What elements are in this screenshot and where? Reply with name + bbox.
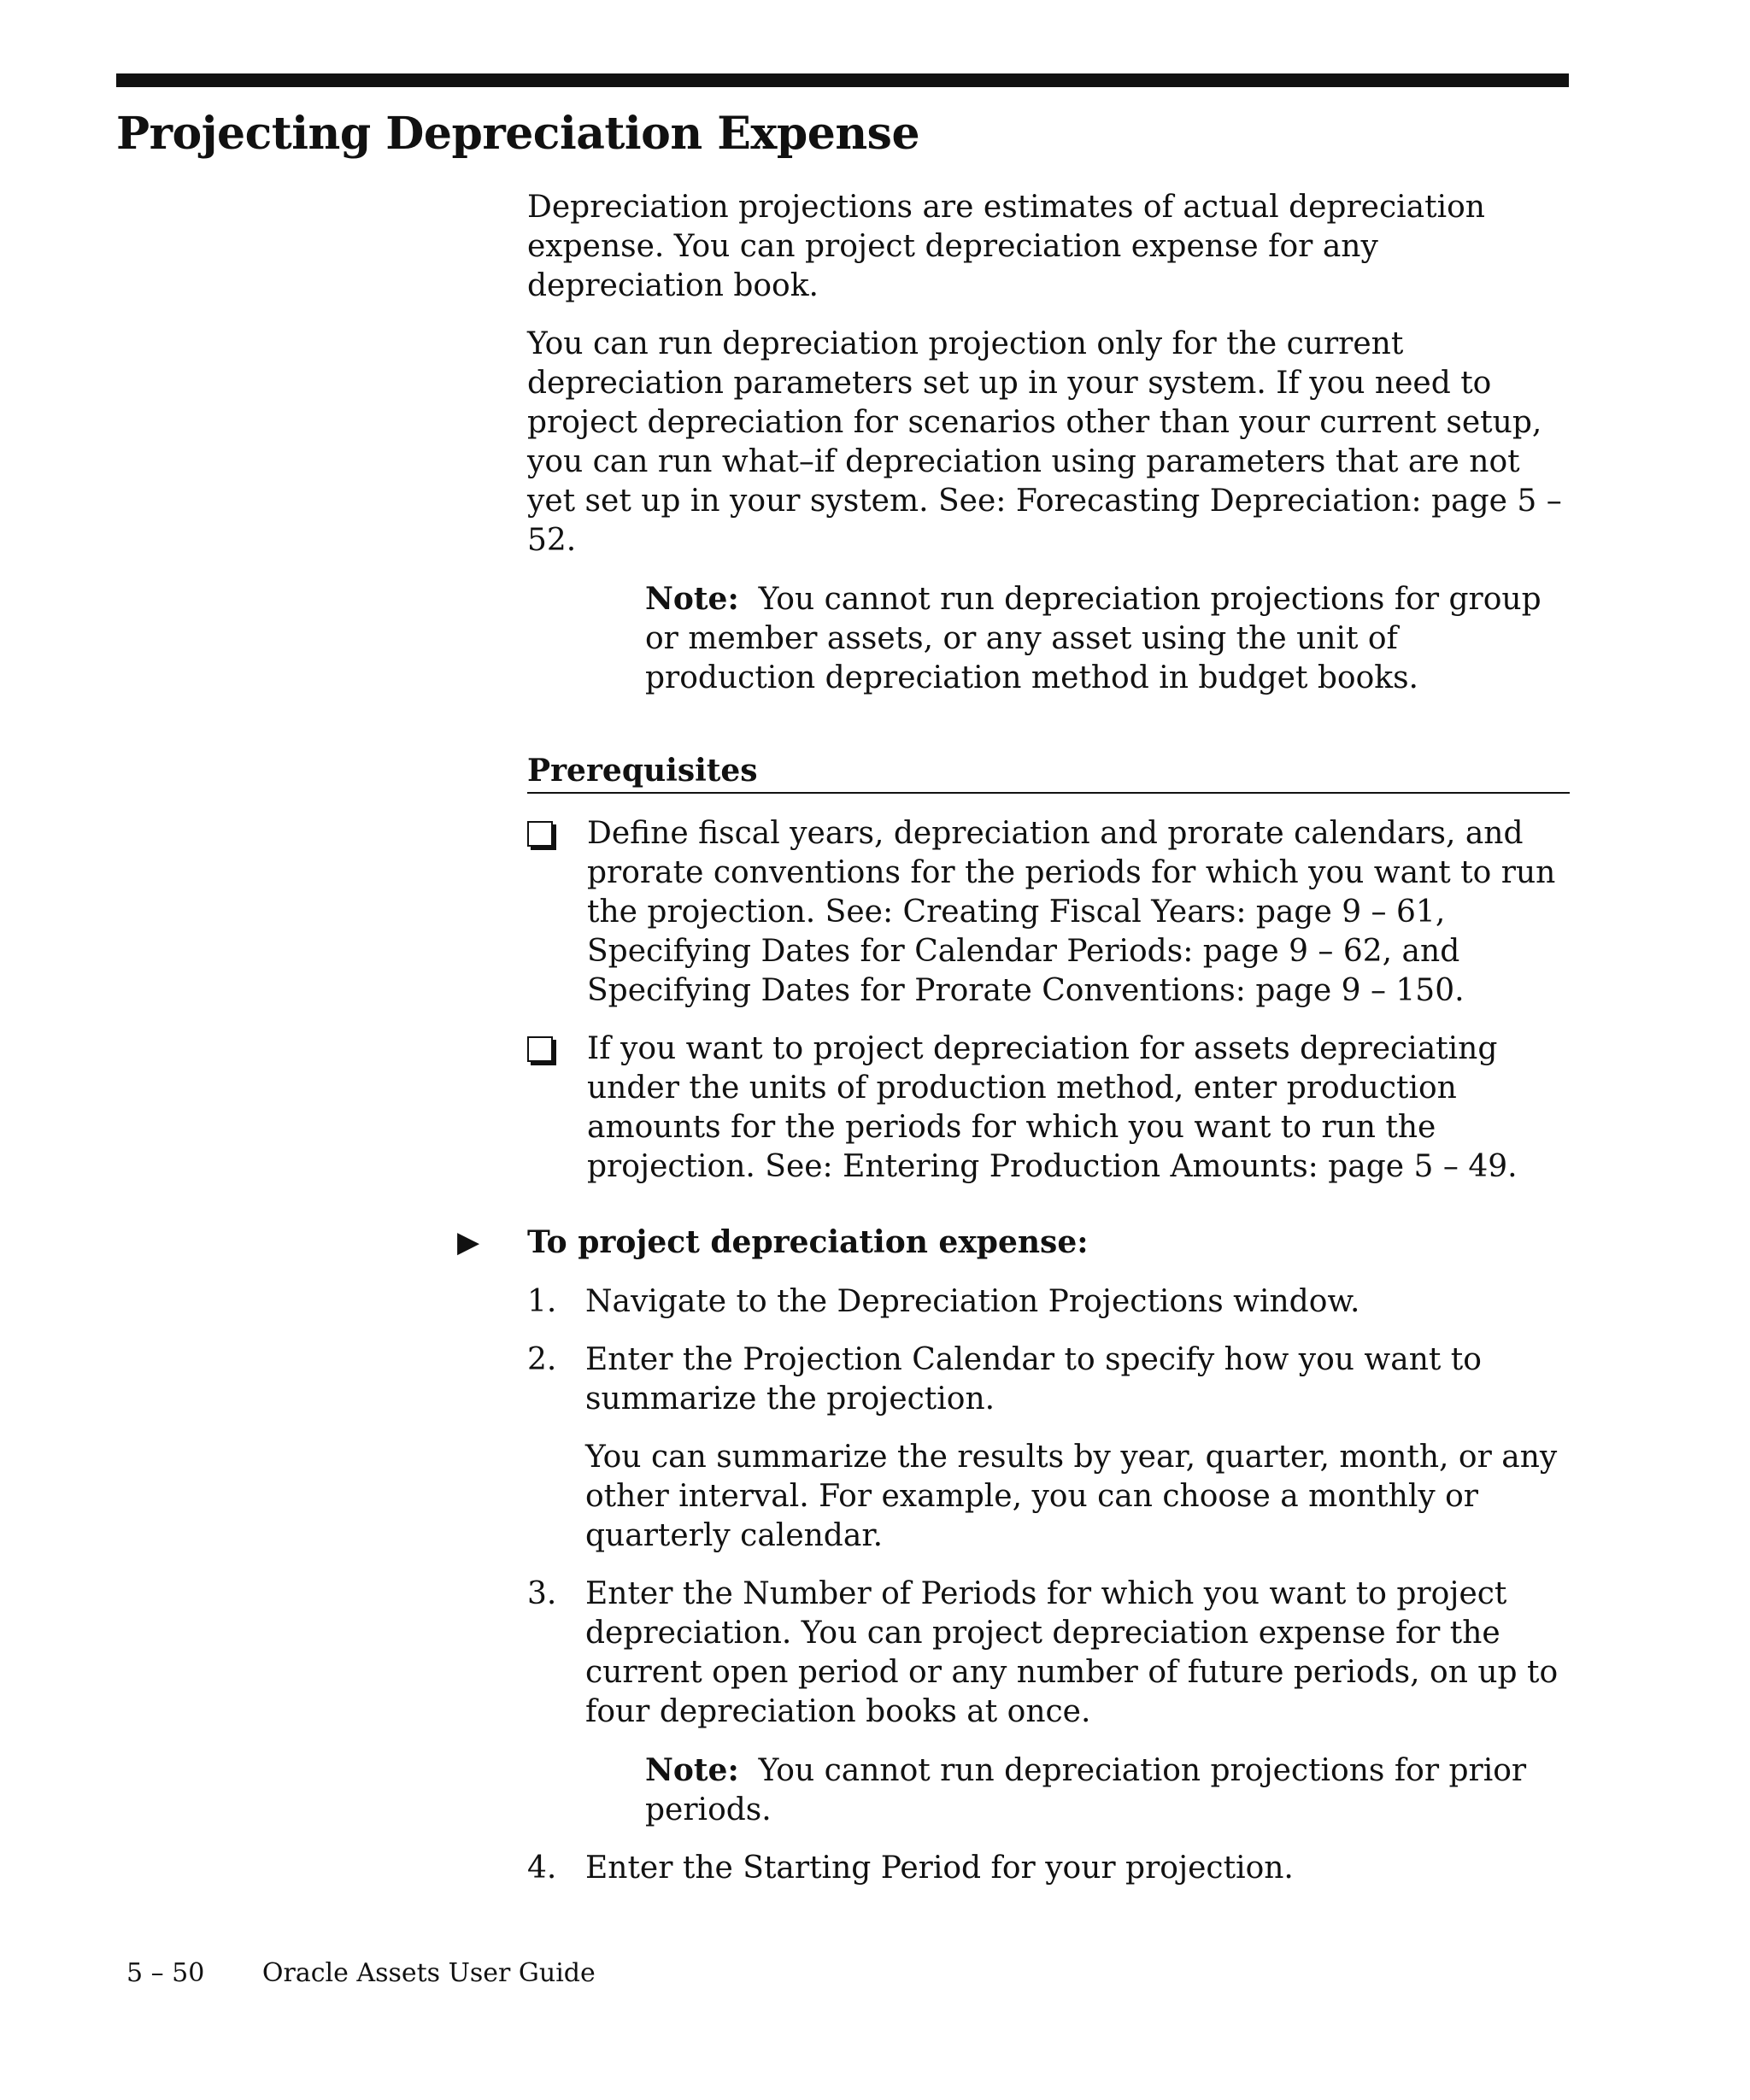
- note-label: Note:: [645, 1752, 739, 1788]
- top-rule: [116, 73, 1569, 87]
- body-column: [457, 188, 1570, 1907]
- page-title: Projecting Depreciation Expense: [116, 108, 920, 160]
- note-text: You cannot run depreciation projections for group or member assets, or any asset using the unit of production depreciation method in budget books.: [645, 582, 1542, 695]
- step-number: 1.: [527, 1284, 557, 1319]
- step-4: [527, 1849, 1570, 1888]
- page-footer: [126, 1958, 596, 1988]
- prerequisite-item-2: [527, 1029, 1570, 1187]
- step-body: [585, 1849, 1570, 1888]
- note-1: [645, 579, 1570, 698]
- prerequisite-item-1: [527, 814, 1570, 1011]
- step-text: Enter the Projection Calendar to specify how you want to summarize the projection.: [585, 1342, 1482, 1417]
- prerequisite-text: Define fiscal years, depreciation and prorate calendars, and prorate conventions for the periods for which you want to run the projection. See: Creating Fiscal Years: page 9 – 61, Specifying Dates for Calendar Periods: page 9 – 62, and Specifying Dates for Prorate Conventions: page 9 – 150.: [587, 816, 1556, 1008]
- procedure-heading: [457, 1223, 1570, 1262]
- step-body: [585, 1340, 1570, 1556]
- step-2: [527, 1340, 1570, 1556]
- step-number: 4.: [527, 1851, 557, 1886]
- prerequisite-text: If you want to project depreciation for assets depreciating under the units of production method, enter production amounts for the periods for which you want to run the projection. See: Entering Production Amounts: page 5 – 49.: [587, 1031, 1518, 1184]
- note-label: Note:: [645, 581, 739, 617]
- book-title: Oracle Assets User Guide: [261, 1958, 596, 1988]
- step-subtext: You can summarize the results by year, quarter, month, or any other interval. For example, you can choose a monthly or quarterly calendar.: [585, 1440, 1558, 1553]
- intro-paragraph-1: Depreciation projections are estimates of actual depreciation expense. You can project depreciation expense for any depreciation book.: [527, 190, 1485, 303]
- step-number: 2.: [527, 1342, 557, 1377]
- prerequisites-heading: Prerequisites: [527, 751, 1570, 794]
- page-number: 5 – 50: [126, 1958, 205, 1988]
- note-text: You cannot run depreciation projections for prior periods.: [645, 1753, 1527, 1827]
- procedure-heading-text: To project depreciation expense:: [527, 1224, 1089, 1260]
- step-text: Enter the Starting Period for your projection.: [585, 1851, 1294, 1886]
- step-3: [527, 1575, 1570, 1830]
- step-text: Enter the Number of Periods for which you want to project depreciation. You can project depreciation expense for the current open period or any number of future periods, on up to four depreciation books at once.: [585, 1576, 1559, 1729]
- step-body: [585, 1575, 1570, 1830]
- step-1: [527, 1282, 1570, 1322]
- step-text: Navigate to the Depreciation Projections window.: [585, 1284, 1360, 1319]
- intro-paragraph-2: You can run depreciation projection only for the current depreciation parameters set up in your system. If you need to project depreciation for scenarios other than your current setup, you can run what–if depreciation using parameters that are not yet set up in your system. See: Forecasting Depreciation: page 5 – 52.: [527, 326, 1562, 558]
- checkbox-icon: [527, 1036, 553, 1062]
- checkbox-icon: [527, 821, 553, 847]
- procedure-arrow-icon: ▶: [457, 1225, 480, 1259]
- step-number: 3.: [527, 1576, 557, 1611]
- step-body: [585, 1282, 1570, 1322]
- note-2: [645, 1751, 1570, 1830]
